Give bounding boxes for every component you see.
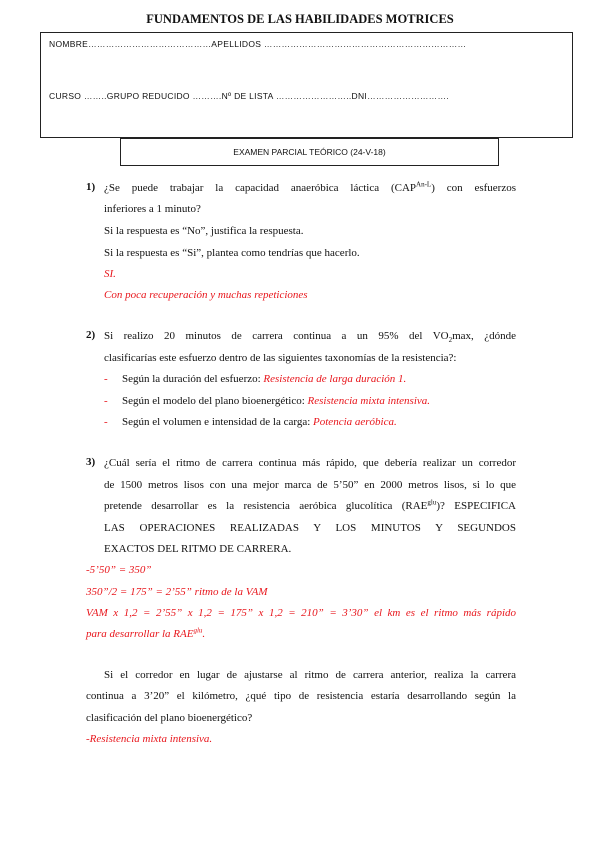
answer-3-line-2: 350”/2 = 175” = 2’55” ritmo de la VAM — [86, 586, 268, 598]
document-title: FUNDAMENTOS DE LAS HABILIDADES MOTRICES — [146, 12, 454, 26]
taxonomy-duration: Según la duración del esfuerzo: Resistencia de larga duración 1. — [122, 373, 407, 385]
question-2-number: 2) — [86, 329, 96, 341]
question-3-line-2: de 1500 metros lisos con una mejor marca de 5’50” en 2000 metros lisos, si lo que — [104, 479, 516, 491]
question-3-line-5: EXACTOS DEL RITMO DE CARRERA. — [104, 543, 292, 555]
question-3b-line-1: Si el corredor en lugar de ajustarse al ritmo de carrera anterior, realiza la carrera — [104, 669, 516, 681]
question-3-line-3: pretende desarrollar es la resistencia aeróbica glucolítica $(RAE^{glu})$? ESPECIFICA — [104, 498, 516, 512]
question-1-line-1: ¿Se puede trabajar la capacidad anaeróbica láctica $(CAP^{An-L})$ con esfuerzos — [104, 180, 516, 194]
question-1-number: 1) — [86, 181, 96, 193]
question-2-line-1: Si realizo 20 minutos de carrera continua a un 95% del $VO_2\max$, ¿dónde — [104, 330, 517, 345]
question-1-line-3: Si la respuesta es “No”, justifica la respuesta. — [104, 225, 304, 237]
answer-3-line-3: VAM x 1,2 = 2’55” x 1,2 = 175” x 1,2 = 210” = 3’30” el km es el ritmo más rápido — [86, 607, 516, 619]
question-1-line-2: inferiores a 1 minuto? — [104, 203, 201, 215]
answer-1-line-2: Con poca recuperación y muchas repeticiones — [104, 289, 308, 301]
bullet-dash: - — [104, 373, 108, 385]
student-info-box — [40, 32, 573, 138]
taxonomy-volume: Según el volumen e intensidad de la carga: Potencia aeróbica. — [122, 416, 397, 428]
answer-3-line-4: para desarrollar la $RAE^{glu}$. — [86, 626, 206, 640]
question-3b-line-3: clasificación del plano bioenergético? — [86, 712, 253, 724]
question-3-line-4: LAS OPERACIONES REALIZADAS Y LOS MINUTOS Y SEGUNDOS — [104, 522, 516, 534]
question-2-line-2: clasificarías este esfuerzo dentro de las siguientes taxonomías de la resistencia?: — [104, 352, 457, 364]
bullet-dash: - — [104, 416, 108, 428]
question-3-number: 3) — [86, 456, 96, 468]
answer-3b: -Resistencia mixta intensiva. — [86, 733, 213, 745]
bullet-dash: - — [104, 395, 108, 407]
course-group-line: CURSO ……..GRUPO REDUCIDO ……….Nº DE LISTA ……………………..DNI………………………. — [49, 91, 449, 101]
taxonomy-bioenergetic: Según el modelo del plano bioenergético: Resistencia mixta intensiva. — [122, 395, 431, 407]
question-1-line-4: Si la respuesta es “Si”, plantea como tendrías que hacerlo. — [104, 247, 360, 259]
exam-header: EXAMEN PARCIAL TEÓRICO (24-V-18) — [120, 138, 499, 166]
answer-1-line-1: SI. — [104, 268, 116, 280]
question-3-line-1: ¿Cuál sería el ritmo de carrera continua más rápido, que debería realizar un corredor — [104, 457, 516, 469]
name-surname-line: NOMBRE……………………………………APELLIDOS …………………………………………………………… — [49, 39, 467, 49]
answer-3-line-1: -5’50” = 350” — [86, 564, 152, 576]
question-3b-line-2: continua a 3’20” el kilómetro, ¿qué tipo de resistencia estaría desarrollando según la — [86, 690, 516, 702]
